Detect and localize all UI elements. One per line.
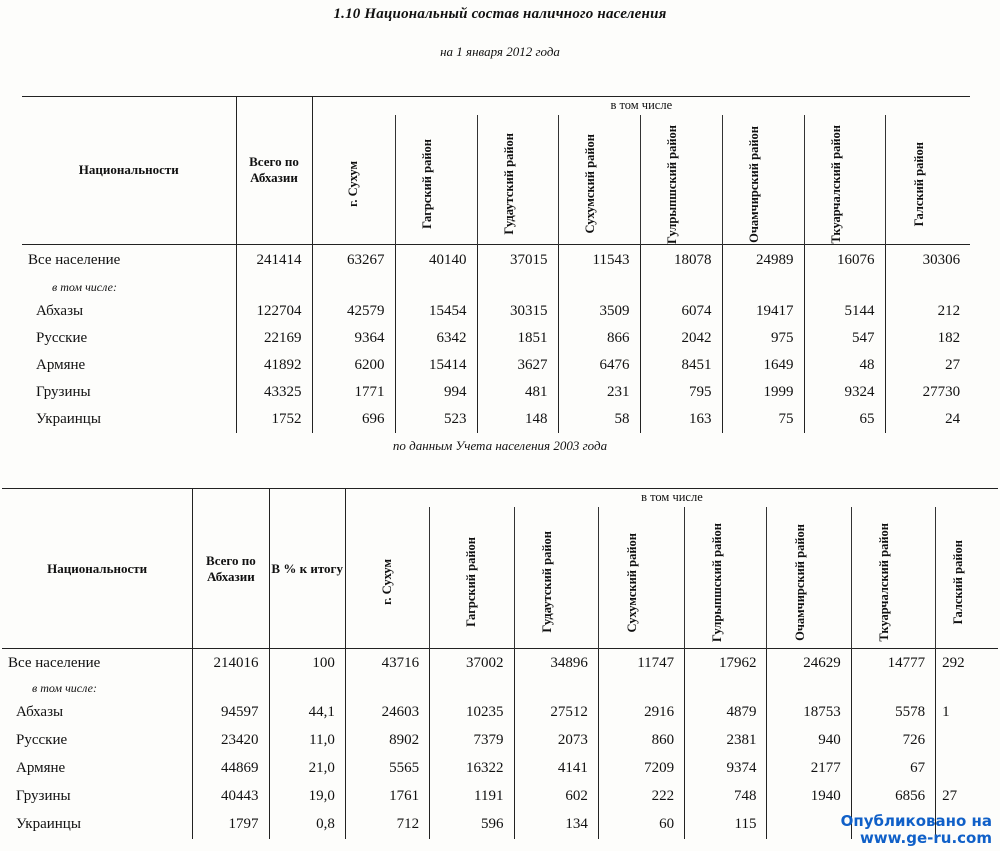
cell-value: 8902 — [345, 727, 429, 755]
cell-value: 27730 — [885, 379, 970, 406]
cell-value: 2381 — [685, 727, 767, 755]
cell-value: 712 — [345, 811, 429, 839]
cell-value: 1851 — [477, 325, 558, 352]
page-subtitle: на 1 января 2012 года — [440, 44, 560, 59]
nationality-name: Абхазы — [36, 303, 84, 320]
cell-value: 1999 — [722, 379, 804, 406]
table-2012 — [22, 96, 970, 433]
table-row — [2, 783, 998, 811]
cell-value: 8451 — [640, 352, 722, 379]
table-row — [2, 699, 998, 727]
cell-value: 44869 — [193, 755, 269, 783]
cell-value: 148 — [477, 406, 558, 433]
cell-value: 15454 — [395, 298, 477, 325]
cell-value: 24 — [885, 406, 970, 433]
cell-value: 67 — [851, 755, 935, 783]
district-header: г. Сухум — [380, 559, 394, 606]
cell-value: 602 — [514, 783, 598, 811]
page-title: 1.10 Национальный состав наличного населения — [333, 6, 667, 22]
cell-value: 11,0 — [269, 727, 345, 755]
cell-value: 940 — [767, 727, 851, 755]
cell-value: 9324 — [804, 379, 885, 406]
cell-value: 1752 — [236, 406, 312, 433]
table-row — [2, 755, 998, 783]
district-header: г. Сухум — [346, 161, 360, 207]
table-2003 — [2, 488, 998, 839]
cell-value: 1649 — [722, 352, 804, 379]
table-row — [22, 325, 970, 352]
cell-value: 6074 — [640, 298, 722, 325]
cell-value: 48 — [804, 352, 885, 379]
nationality-name: Русские — [16, 732, 68, 748]
cell-value: 523 — [395, 406, 477, 433]
district-header: Гудаутский район — [540, 531, 555, 634]
cell-value: 481 — [477, 379, 558, 406]
cell-value: 9364 — [312, 325, 395, 352]
cell-value: 122704 — [236, 298, 312, 325]
cell-value: 6476 — [558, 352, 640, 379]
table-row — [22, 298, 970, 325]
cell-value: 3627 — [477, 352, 558, 379]
cell-value: 60 — [598, 811, 684, 839]
cell-value: 2073 — [514, 727, 598, 755]
cell-value: 596 — [430, 811, 514, 839]
including-header: в том числе — [312, 97, 970, 115]
cell-value: 547 — [804, 325, 885, 352]
cell-value: 22169 — [236, 325, 312, 352]
cell-value: 7209 — [598, 755, 684, 783]
district-header: Сухумский район — [583, 134, 597, 234]
nationality-name: Армяне — [16, 760, 66, 776]
cell-value: 41892 — [236, 352, 312, 379]
census-note: по данным Учета населения 2003 года — [392, 438, 608, 453]
cell-value: 795 — [640, 379, 722, 406]
cell-value: 6200 — [312, 352, 395, 379]
cell-value: 23420 — [193, 727, 269, 755]
table-row-total: Все население 214016 100 43716 37002 34896 11747 17962 24629 14777 292 — [2, 649, 998, 679]
cell-value: 16322 — [430, 755, 514, 783]
cell-value: 115 — [685, 811, 767, 839]
district-header: Гулрыпшский район — [665, 124, 679, 244]
cell-value: 1797 — [193, 811, 269, 839]
cell-value: 860 — [598, 727, 684, 755]
including-note: в том числе: — [32, 681, 97, 695]
cell-value: 19,0 — [269, 783, 345, 811]
cell-value: 7379 — [430, 727, 514, 755]
cell-value: 726 — [851, 727, 935, 755]
district-header: Очамчирский район — [793, 523, 808, 641]
watermark — [841, 813, 992, 847]
cell-value: 9374 — [685, 755, 767, 783]
cell-value: 212 — [885, 298, 970, 325]
cell-value: 5578 — [851, 699, 935, 727]
table-row — [22, 379, 970, 406]
cell-value: 58 — [558, 406, 640, 433]
cell-value: 21,0 — [269, 755, 345, 783]
cell-value — [936, 727, 998, 755]
watermark-line1: Опубликовано на — [840, 812, 992, 830]
district-header: Гагрский район — [464, 537, 479, 628]
district-header: Ткуарчалский район — [828, 124, 843, 244]
table-row — [22, 352, 970, 379]
cell-value: 975 — [722, 325, 804, 352]
cell-value: 748 — [685, 783, 767, 811]
nat-header: Национальности — [47, 560, 148, 576]
cell-value: 4879 — [685, 699, 767, 727]
district-header: Ткуарчалский район — [877, 522, 892, 642]
pct-header: В % к итогу — [271, 560, 343, 576]
cell-value: 134 — [514, 811, 598, 839]
cell-value: 3509 — [558, 298, 640, 325]
total-header: Всего по Абхазии — [206, 552, 256, 584]
cell-value: 94597 — [193, 699, 269, 727]
nationality-name: Армяне — [36, 357, 86, 374]
cell-value: 30315 — [477, 298, 558, 325]
cell-value: 6342 — [395, 325, 477, 352]
cell-value: 1940 — [767, 783, 851, 811]
table-row — [2, 727, 998, 755]
cell-value: 27 — [936, 783, 998, 811]
cell-value: 994 — [395, 379, 477, 406]
cell-value: 6856 — [851, 783, 935, 811]
cell-value: 696 — [312, 406, 395, 433]
table-row — [22, 406, 970, 433]
nationality-name: Грузины — [36, 384, 91, 401]
district-header: Галский район — [951, 540, 966, 625]
district-header: Очамчирский район — [747, 125, 761, 243]
cell-value — [936, 755, 998, 783]
cell-value: 19417 — [722, 298, 804, 325]
table-row-total: Все население 241414 63267 40140 37015 11543 18078 24989 16076 30306 — [22, 244, 970, 276]
including-note: в том числе: — [52, 279, 117, 294]
cell-value: 42579 — [312, 298, 395, 325]
cell-value: 163 — [640, 406, 722, 433]
nationality-name: Украинцы — [16, 816, 81, 832]
cell-value: 1191 — [430, 783, 514, 811]
watermark-line2: www.ge-ru.com — [859, 829, 992, 847]
cell-value: 15414 — [395, 352, 477, 379]
cell-value: 1761 — [345, 783, 429, 811]
cell-value: 5144 — [804, 298, 885, 325]
district-header: Гулрыпшский район — [709, 522, 724, 642]
cell-value: 0,8 — [269, 811, 345, 839]
cell-value: 222 — [598, 783, 684, 811]
nationality-name: Абхазы — [16, 704, 64, 720]
cell-value: 231 — [558, 379, 640, 406]
cell-value: 27512 — [514, 699, 598, 727]
nat-header: Национальности — [78, 162, 179, 178]
cell-value: 2916 — [598, 699, 684, 727]
cell-value: 65 — [804, 406, 885, 433]
cell-value: 27 — [885, 352, 970, 379]
cell-value: 4141 — [514, 755, 598, 783]
cell-value: 40443 — [193, 783, 269, 811]
district-header: Галский район — [911, 141, 926, 227]
cell-value: 44,1 — [269, 699, 345, 727]
cell-value: 24603 — [345, 699, 429, 727]
cell-value: 1771 — [312, 379, 395, 406]
total-header: Всего по Абхазии — [249, 154, 299, 186]
nationality-name: Украинцы — [36, 411, 101, 428]
cell-value — [767, 811, 851, 839]
cell-value: 1 — [936, 699, 998, 727]
district-header: Гагрский район — [420, 139, 434, 229]
cell-value: 2042 — [640, 325, 722, 352]
cell-value: 10235 — [430, 699, 514, 727]
cell-value: 866 — [558, 325, 640, 352]
cell-value: 18753 — [767, 699, 851, 727]
nationality-name: Грузины — [16, 788, 71, 804]
cell-value: 182 — [885, 325, 970, 352]
district-header: Гудаутский район — [501, 133, 516, 235]
cell-value: 5565 — [345, 755, 429, 783]
district-header: Сухумский район — [625, 532, 640, 632]
nationality-name: Русские — [36, 330, 88, 347]
cell-value: 75 — [722, 406, 804, 433]
cell-value: 43325 — [236, 379, 312, 406]
cell-value: 2177 — [767, 755, 851, 783]
including-header: в том числе — [345, 489, 998, 507]
